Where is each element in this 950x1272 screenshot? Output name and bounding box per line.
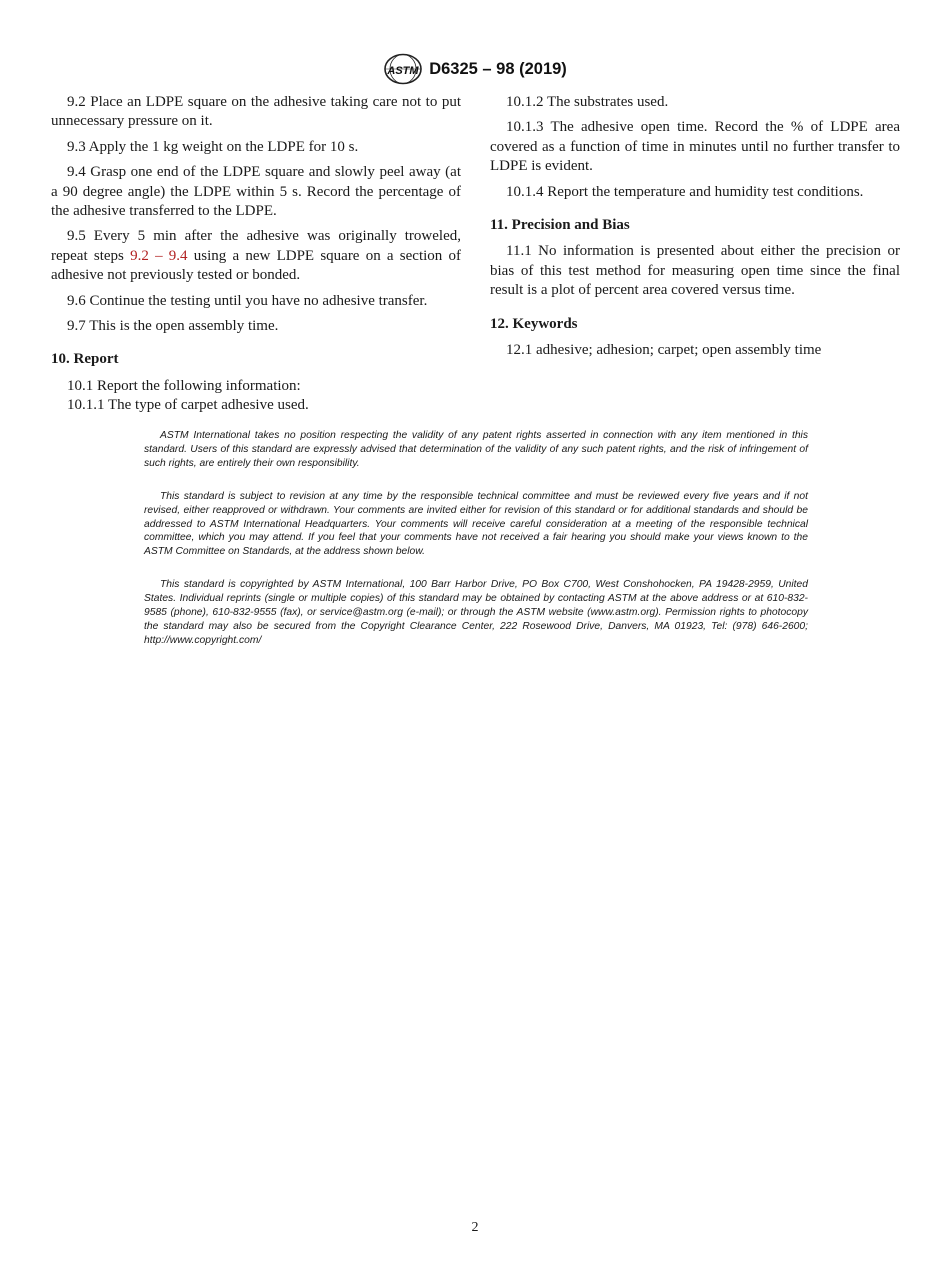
paragraph-12-1: 12.1 adhesive; adhesion; carpet; open assembly time <box>506 342 822 359</box>
paragraph-10-1-3: 10.1.3 The adhesive open time. Record the % of LDPE area covered as a function of time in minutes until no further transfer to LDPE is evident. <box>490 119 900 175</box>
paragraph-10-1-4: 10.1.4 Report the temperature and humidity test conditions. <box>506 183 864 200</box>
paragraph-9-3: 9.3 Apply the 1 kg weight on the LDPE for 10 s. <box>67 138 359 155</box>
copyright-notice: This standard is copyrighted by ASTM International, 100 Barr Harbor Drive, PO Box C700, West Conshohocken, PA 19428-2959, United States. Individual reprints (single or multiple copies) of this standard may be obtained by contacting ASTM at the above address or at 610-832-9585 (phone), 610-832-9555 (fax), or service@astm.org (e-mail); or through the ASTM website (www.astm.org). Permission rights to photocopy the standard may also be secured from the Copyright Clearance Center, 222 Rosewood Drive, Danvers, MA 01923, Tel: (978) 646-2600; http://www.copyright.com/ <box>144 579 808 646</box>
steps-cross-reference-link[interactable]: 9.2 – 9.4 <box>130 247 188 264</box>
astm-logo-icon <box>383 53 423 85</box>
paragraph-9-5-text-end: using a new LDPE square on a section of adhesive not previously tested or bonded. <box>51 247 462 284</box>
paragraph-9-4: 9.4 Grasp one end of the LDPE square and slowly peel away (at a 90 degree angle) the LDPE within 5 s. Record the percentage of the adhesive transferred to the LDPE. <box>51 164 461 220</box>
paragraph-9-2: 9.2 Place an LDPE square on the adhesive taking care not to put unnecessary pressure on it. <box>51 94 461 130</box>
section-heading-keywords: 12. Keywords <box>490 315 578 332</box>
page-number: 2 <box>471 1220 479 1235</box>
paragraph-11-1: 11.1 No information is presented about either the precision or bias of this test method for measuring open time since the final result is a plot of percent area covered versus time. <box>490 243 900 299</box>
paragraph-10-1-2: 10.1.2 The substrates used. <box>506 94 669 110</box>
svg-text:ASTM: ASTM <box>387 65 419 77</box>
paragraph-9-5 <box>51 227 461 285</box>
section-heading-report: 10. Report <box>51 351 119 368</box>
right-column <box>490 93 900 366</box>
patent-notice: ASTM International takes no position respecting the validity of any patent rights asserted in connection with any item mentioned in this standard. Users of this standard are expressly advised that determination of the validity of any such patent rights, and the risk of infringement of such rights, are entirely their own responsibility. <box>144 430 808 469</box>
page-header <box>0 52 950 86</box>
paragraph-10-1: 10.1 Report the following information: <box>67 377 301 394</box>
revision-notice: This standard is subject to revision at any time by the responsible technical committee and must be reviewed every five years and if not revised, either reapproved or withdrawn. Your comments are invited either for revision of this standard or for additional standards and should be addressed to ASTM International Headquarters. Your comments will receive careful consideration at a meeting of the responsible technical committee, which you may attend. If you feel that your comments have not received a fair hearing you should make your views known to the ASTM Committee on Standards, at the address shown below. <box>144 490 808 558</box>
section-heading-precision-and-bias: 11. Precision and Bias <box>490 217 630 234</box>
paragraph-9-7: 9.7 This is the open assembly time. <box>67 318 279 335</box>
paragraph-9-6: 9.6 Continue the testing until you have no adhesive transfer. <box>67 292 428 309</box>
left-column <box>51 93 461 416</box>
paragraph-9-5-text-start: 9.5 Every 5 min after the adhesive was originally troweled, repeat steps <box>51 228 461 264</box>
document-designation: D6325 – 98 (2019) <box>429 59 567 78</box>
paragraph-10-1-1: 10.1.1 The type of carpet adhesive used. <box>67 397 309 414</box>
legal-notices <box>144 429 808 667</box>
